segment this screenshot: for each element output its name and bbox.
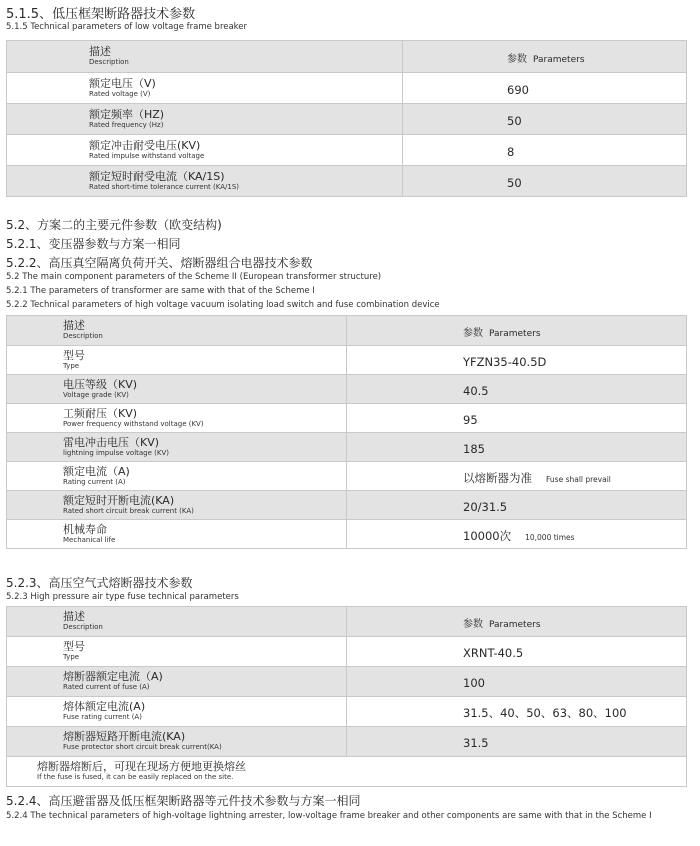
row-value: 100 [463,676,485,690]
row-label-cn: 熔断器额定电流（A) [63,670,163,683]
row-value: 40.5 [463,383,489,398]
section-522-title: 5.2.2、高压真空隔离负荷开关、熔断器组合电器技术参数 [6,256,313,270]
table-footnote-row [7,757,687,787]
table-row [7,135,687,166]
table-row [7,104,687,135]
section-521-title: 5.2.1、变压器参数与方案一相同 [6,237,181,251]
row-value: XRNT-40.5 [463,646,524,660]
row-label-cn: 熔体额定电流(A) [63,700,146,713]
row-label-cn: 额定短时开断电流(KA) [63,493,175,507]
row-label-en: lightning impulse voltage (KV) [63,448,169,457]
row-value: 690 [507,82,529,97]
row-label-en: Rated short circuit break current (KA) [63,506,194,515]
header-desc-cn: 描述 [63,319,85,332]
row-label-cn: 额定短时耐受电流（KA/1S) [89,169,225,183]
table-row [7,73,687,104]
row-value: 95 [463,412,478,427]
row-value: 31.5、40、50、63、80、100 [463,706,627,720]
header-desc-en: Description [63,623,103,631]
table-row [7,433,687,462]
section-524-subtitle: 5.2.4 The technical parameters of high-voltage lightning arrester, low-voltage frame breaker and other components are same with that in the Scheme I [6,811,652,821]
row-label-en: Rated current of fuse (A) [63,683,150,691]
row-label-cn: 额定电压（V) [89,76,156,90]
row-value: 20/31.5 [463,499,508,514]
table-header-row [7,607,687,637]
table-row [7,520,687,549]
fuse-parameters-table [6,606,687,787]
row-label-en: Rated short-time tolerance current (KA/1S) [89,182,239,191]
section-515-title: 5.1.5、低压框架断路器技术参数 [6,7,196,22]
section-52-subtitle: 5.2 The main component parameters of the Scheme II (European transformer structure) [6,272,382,282]
header-desc-en: Description [89,58,129,66]
row-value: 50 [507,113,522,128]
row-label-cn: 额定电流（A) [63,464,130,478]
row-label-en: Power frequency withstand voltage (KV) [63,419,204,428]
row-label-cn: 熔断器短路开断电流(KA) [63,730,186,743]
row-label-cn: 雷电冲击电压（KV) [63,435,160,449]
table-row [7,491,687,520]
table-row [7,375,687,404]
footnote-cn: 熔断器熔断后，可现在现场方便地更换熔丝 [37,760,246,773]
header-param [463,619,541,630]
table-header-row [7,316,687,346]
row-label-cn: 机械寿命 [63,522,107,536]
header-param-en: Parameters [533,55,585,65]
row-value: 以熔断器为准 [463,470,532,485]
section-523-subtitle: 5.2.3 High pressure air type fuse technical parameters [6,592,239,602]
table-row [7,727,687,757]
row-label-cn: 型号 [63,640,85,653]
row-value: YFZN35-40.5D [463,354,547,369]
footnote-en: If the fuse is fused, it can be easily replaced on the site. [37,773,234,781]
low-voltage-breaker-table [6,40,687,197]
table-header-row [7,41,687,73]
table-row [7,697,687,727]
table-row [7,462,687,491]
table-row [7,667,687,697]
row-label-en: Type [63,361,80,370]
row-value: 50 [507,175,522,190]
header-desc-cn: 描述 [63,610,85,623]
row-value: 8 [507,144,515,159]
section-522-subtitle: 5.2.2 Technical parameters of high voltage vacuum isolating load switch and fuse combination device [6,300,440,310]
header-param-en: Parameters [489,329,541,339]
load-switch-fuse-table [6,315,687,549]
section-52-title: 5.2、方案二的主要元件参数（欧变结构) [6,218,222,232]
table-row [7,166,687,197]
row-label-en: Fuse protector short circuit break current(KA) [63,743,222,751]
row-value: 185 [463,441,485,456]
row-label-cn: 额定冲击耐受电压(KV) [89,138,201,152]
table-row [7,346,687,375]
row-note: 10,000 times [525,532,575,542]
row-value: 31.5 [463,736,489,750]
row-label-en: Rated voltage (V) [89,89,151,98]
row-label-en: Rated impulse withstand voltage [89,151,205,160]
row-label-en: Fuse rating current (A) [63,713,142,721]
row-label-cn: 工频耐压（KV) [63,406,138,420]
header-param [463,328,541,339]
row-label-en: Rating current (A) [63,477,126,486]
row-note: Fuse shall prevail [546,474,611,484]
table-row [7,637,687,667]
row-label-en: Voltage grade (KV) [63,390,129,399]
header-desc-en: Description [63,332,103,340]
header-param-en: Parameters [489,620,541,630]
row-label-en: Type [63,653,80,661]
section-515-subtitle: 5.1.5 Technical parameters of low voltage frame breaker [6,22,248,32]
section-524-title: 5.2.4、高压避雷器及低压框架断路器等元件技术参数与方案一相同 [6,794,361,808]
row-label-cn: 型号 [63,348,85,362]
section-523-title: 5.2.3、高压空气式熔断器技术参数 [6,576,193,590]
row-label-cn: 电压等级（KV) [63,377,138,391]
row-label-en: Rated frequency (Hz) [89,120,164,129]
header-desc-cn: 描述 [89,45,111,58]
row-label-en: Mechanical life [63,535,116,544]
row-value: 10000次 [463,528,512,543]
header-param-cn: 参数 [463,328,483,339]
header-param-cn: 参数 [463,619,483,630]
table-row [7,404,687,433]
header-param [507,54,585,65]
row-label-cn: 额定频率（HZ) [89,107,165,121]
header-param-cn: 参数 [507,54,527,65]
section-521-subtitle: 5.2.1 The parameters of transformer are same with that of the Scheme I [6,286,315,296]
